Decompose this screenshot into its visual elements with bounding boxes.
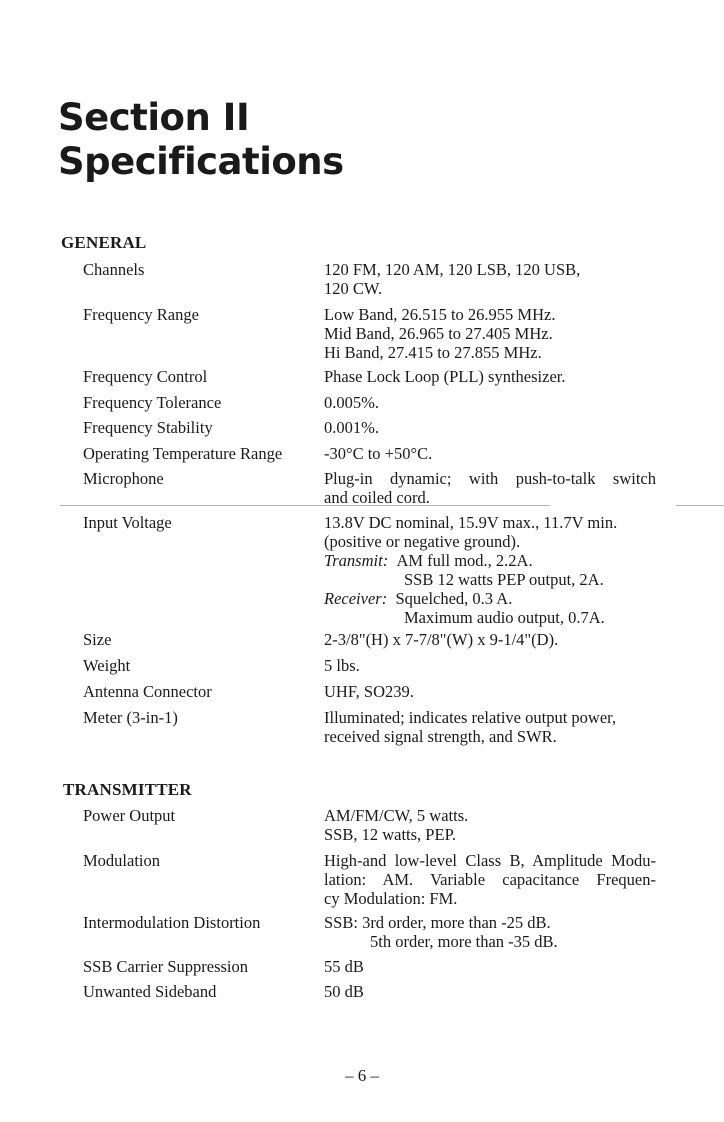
receiver-label: Receiver:: [324, 589, 388, 608]
page-number: – 6 –: [345, 1066, 379, 1085]
transmitter-heading: TRANSMITTER: [63, 780, 192, 799]
spec-label-weight: Weight: [83, 656, 131, 675]
spec-value-intermodulation: SSB: 3rd order, more than -25 dB. 5th order, more than -35 dB.: [324, 913, 558, 951]
spec-label-frequency-tolerance: Frequency Tolerance: [83, 393, 222, 412]
spec-value-power-output: AM/FM/CW, 5 watts. SSB, 12 watts, PEP.: [324, 806, 469, 844]
page-title: [58, 96, 344, 184]
spec-label-frequency-range: Frequency Range: [83, 305, 199, 324]
spec-label-frequency-control: Frequency Control: [83, 367, 208, 386]
spec-label-channels: Channels: [83, 260, 145, 279]
title-line-section: Section II: [58, 96, 250, 139]
spec-label-ssb-carrier: SSB Carrier Suppression: [83, 957, 248, 976]
spec-value-microphone: Plug-in dynamic; with push-to-talk switch and coiled cord.: [324, 469, 656, 507]
spec-label-operating-temperature: Operating Temperature Range: [83, 444, 283, 463]
spec-value-frequency-stability: 0.001%.: [324, 418, 379, 437]
spec-label-intermodulation: Intermodulation Distortion: [83, 913, 261, 932]
divider-rule-right: [676, 505, 724, 506]
spec-label-size: Size: [83, 630, 112, 649]
spec-value-meter: Illuminated; indicates relative output power, received signal strength, and SWR.: [324, 708, 617, 746]
spec-label-modulation: Modulation: [83, 851, 160, 870]
spec-value-weight: 5 lbs.: [324, 656, 360, 675]
spec-value-channels: 120 FM, 120 AM, 120 LSB, 120 USB, 120 CW.: [324, 260, 581, 298]
spec-value-frequency-tolerance: 0.005%.: [324, 393, 379, 412]
spec-label-power-output: Power Output: [83, 806, 176, 825]
spec-label-meter: Meter (3-in-1): [83, 708, 178, 727]
spec-value-ssb-carrier: 55 dB: [324, 957, 364, 976]
divider-rule: [60, 505, 550, 506]
spec-label-frequency-stability: Frequency Stability: [83, 418, 213, 437]
spec-value-input-voltage: 13.8V DC nominal, 15.9V max., 11.7V min. (positive or negative ground). Transmit: AM full mod., 2.2A. SSB 12 watts PEP output, 2A. Receiver: Squelched, 0.3 A. Maximum audio output, 0.7A.: [324, 513, 618, 627]
transmit-label: Transmit:: [324, 551, 389, 570]
general-heading: GENERAL: [61, 233, 147, 252]
spec-value-size: 2-3/8"(H) x 7-7/8"(W) x 9-1/4"(D).: [324, 630, 559, 649]
title-line-specifications: Specifications: [58, 140, 344, 183]
spec-value-unwanted-sideband: 50 dB: [324, 982, 364, 1001]
spec-label-unwanted-sideband: Unwanted Sideband: [83, 982, 217, 1001]
spec-label-antenna-connector: Antenna Connector: [83, 682, 212, 701]
spec-value-frequency-control: Phase Lock Loop (PLL) synthesizer.: [324, 367, 566, 386]
spec-label-input-voltage: Input Voltage: [83, 513, 172, 532]
spec-value-operating-temperature: -30°C to +50°C.: [324, 444, 433, 463]
spec-value-modulation: High-and low-level Class B, Amplitude Modu- lation: AM. Variable capacitance Frequen- cy Modulation: FM.: [324, 851, 656, 908]
spec-value-antenna-connector: UHF, SO239.: [324, 682, 414, 701]
spec-value-frequency-range: Low Band, 26.515 to 26.955 MHz. Mid Band, 26.965 to 27.405 MHz. Hi Band, 27.415 to 27.855 MHz.: [324, 305, 556, 362]
spec-label-microphone: Microphone: [83, 469, 164, 488]
